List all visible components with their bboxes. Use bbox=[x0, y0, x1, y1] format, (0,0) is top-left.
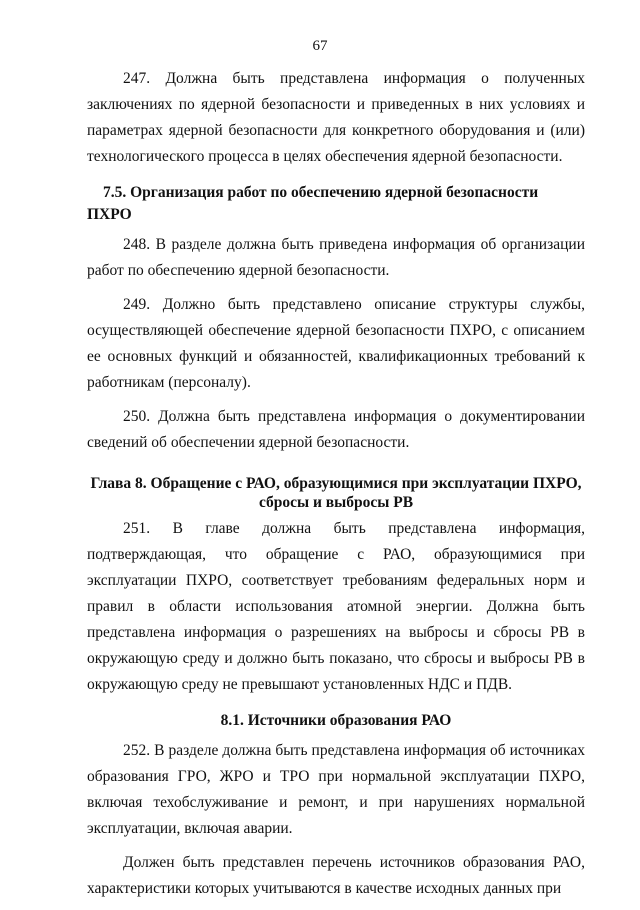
section-heading-7-5: 7.5. Организация работ по обеспечению ядерной безопасности ПХРО bbox=[87, 184, 539, 223]
section-heading-8-1: 8.1. Источники образования РАО bbox=[220, 712, 452, 729]
page-number: 67 bbox=[312, 38, 328, 54]
paragraph-252: 252. В разделе должна быть представлена информация об источниках образования ГРО, ЖРО и ТРО при нормальной эксплуатации ПХРО, включая техобслуживание и ремонт, и при нарушениях нормальной эксплуатации, включая аварии. bbox=[87, 742, 585, 837]
chapter-heading-line-1: Глава 8. Обращение с РАО, образующимися при эксплуатации ПХРО, bbox=[90, 475, 582, 492]
page-content bbox=[87, 66, 585, 910]
paragraph-249: 249. Должно быть представлено описание структуры службы, осуществляющей обеспечение ядерной безопасности ПХРО, с описанием ее основных функций и обязанностей, квалификационных требований к работникам (персоналу). bbox=[87, 296, 585, 391]
chapter-heading-line-2: сбросы и выбросы РВ bbox=[258, 494, 414, 511]
paragraph-sources-list: Должен быть представлен перечень источников образования РАО, характеристики которых учитываются в качестве исходных данных при bbox=[87, 854, 585, 897]
paragraph-251: 251. В главе должна быть представлена информация, подтверждающая, что обращение с РАО, образующимися при эксплуатации ПХРО, соответствует требованиям федеральных норм и правил в области использования атомной энергии. Должна быть представлена информация о разрешениях на выбросы и сбросы РВ в окружающую среду и должно быть показано, что сбросы и выбросы РВ в окружающую среду не превышают установленных НДС и ПДВ. bbox=[87, 520, 585, 693]
chapter-heading-8 bbox=[87, 474, 585, 512]
paragraph-250: 250. Должна быть представлена информация о документировании сведений об обеспечении ядерной безопасности. bbox=[87, 408, 585, 451]
paragraph-248: 248. В разделе должна быть приведена информация об организации работ по обеспечению ядерной безопасности. bbox=[87, 236, 585, 279]
paragraph-247: 247. Должна быть представлена информация о полученных заключениях по ядерной безопасности и приведенных в них условиях и параметрах ядерной безопасности для конкретного оборудования и (или) технологического процесса в целях обеспечения ядерной безопасности. bbox=[87, 70, 585, 165]
